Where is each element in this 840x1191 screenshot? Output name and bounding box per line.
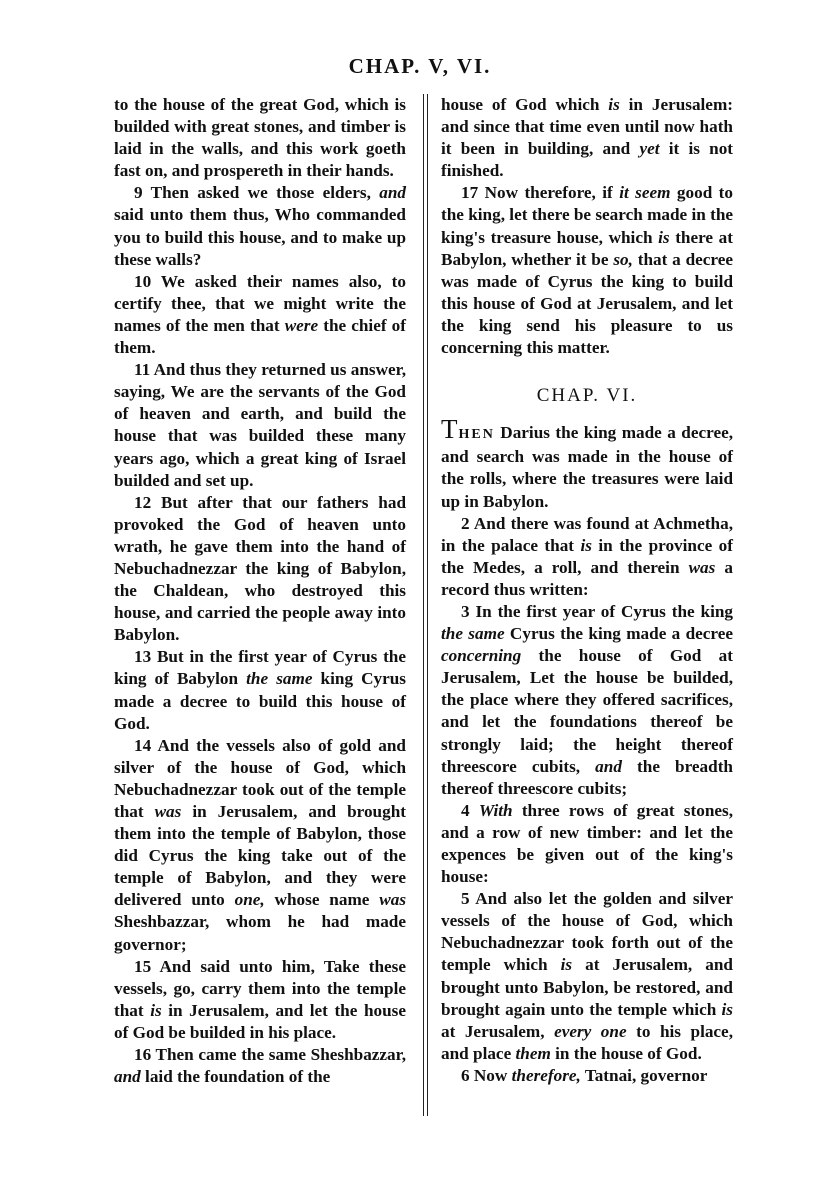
verse-9: 9 Then asked we those elders, and said unto them thus, Who commanded you to build this house, and to make up these walls? [114, 183, 406, 269]
left-column [114, 94, 406, 1088]
verse-11: 11 And thus they returned us answer, saying, We are the servants of the God of heaven and earth, and build the house that was builded these many years ago, which a great king of Israel builded and set up. [114, 360, 406, 490]
verse-4: 4 With three rows of great stones, and a row of new timber: and let the expences be given out of the king's house: [441, 800, 733, 887]
paragraph-continuation: to the house of the great God, which is builded with great stones, and timber is laid in the walls, and this work goeth fast on, and prospereth in their hands. [114, 95, 406, 181]
verse-10: 10 We asked their names also, to certify thee, that we might write the names of the men that were the chief of them. [114, 271, 406, 358]
verse-5: 5 And also let the golden and silver vessels of the house of God, which Nebuchadnezzar took forth out of the temple which is at Jerusalem, and brought unto Babylon, be restored, and brought again unto the temple which is at Jerusalem, every one to his place, and place them in the house of God. [441, 889, 733, 1063]
column-divider-rule [423, 94, 424, 1116]
verse-16: 16 Then came the same Sheshbazzar, and laid the foundation of the [114, 1045, 406, 1087]
verse-6: 6 Now therefore, Tatnai, governor [461, 1065, 708, 1085]
right-column [441, 94, 733, 1087]
drop-cap: T [441, 414, 459, 445]
verse-1: THEN Darius the king made a decree, and search was made in the house of the rolls, where the treasures were laid up in Babylon. [441, 414, 733, 511]
verse-15: 15 And said unto him, Take these vessels, go, carry them into the temple that is in Jerusalem, and let the house of God be builded in his place. [114, 956, 406, 1042]
chapter-heading: CHAP. VI. [536, 385, 638, 407]
page-header: CHAP. V, VI. [348, 54, 492, 78]
verse-2: 2 And there was found at Achmetha, in the palace that is in the province of the Medes, a roll, and therein was a record thus written: [441, 513, 734, 599]
verse-17: 17 Now therefore, if it seem good to the king, let there be search made in the king's treasure house, which is there at Babylon, whether it be so, that a decree was made of Cyrus the king to build this house of God at Jerusalem, and let the king send his pleasure to us concerning this matter. [441, 183, 734, 358]
verse-12: 12 But after that our fathers had provoked the God of heaven unto wrath, he gave them into the hand of Nebuchadnezzar the king of Babylon, the Chaldean, who destroyed this house, and carried the people away into Babylon. [114, 492, 406, 645]
column-divider-rule [427, 94, 428, 1116]
verse-13: 13 But in the first year of Cyrus the king of Babylon the same king Cyrus made a decree to build this house of God. [114, 647, 406, 733]
verse-3: 3 In the first year of Cyrus the king the same Cyrus the king made a decree concerning the house of God at Jerusalem, Let the house be builded, the place where they offered sacrifices, and let the foundations thereof be strongly laid; the height thereof threescore cubits, and the breadth thereof threescore cubits; [441, 601, 733, 798]
verse-14: 14 And the vessels also of gold and silver of the house of God, which Nebuchadnezzar took out of the temple that was in Jerusalem, and brought them into the temple of Babylon, those did Cyrus the king take out of the temple of Babylon, and they were delivered unto one, whose name was Sheshbazzar, whom he had made governor; [114, 735, 407, 954]
paragraph-continuation: house of God which is in Jerusalem: and since that time even until now hath it been in building, and yet it is not finished. [441, 95, 734, 181]
